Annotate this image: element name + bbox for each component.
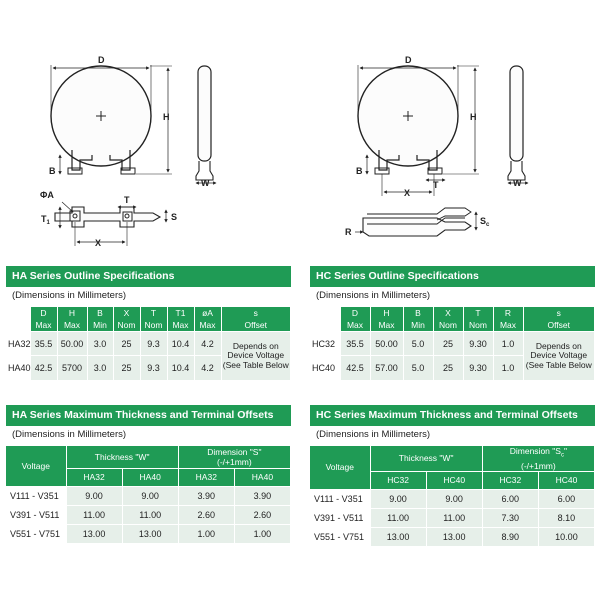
ha-thickness-head-row-1 bbox=[6, 446, 291, 468]
table-row bbox=[310, 527, 595, 546]
hc-dim-w: W bbox=[513, 178, 522, 188]
table-cell: 3.90 bbox=[178, 486, 234, 505]
table-cell: 10.4 bbox=[167, 332, 194, 356]
table-cell: 4.2 bbox=[194, 356, 221, 380]
ha-dim-w: W bbox=[201, 178, 210, 188]
table-cell: 1.0 bbox=[493, 356, 523, 380]
table-cell: 9.30 bbox=[463, 332, 493, 356]
table-cell: 3.90 bbox=[234, 486, 290, 505]
ha-thickness-title: HA Series Maximum Thickness and Terminal Offsets bbox=[6, 405, 291, 426]
table-cell: 13.00 bbox=[426, 527, 482, 546]
header-cell: øA bbox=[194, 307, 221, 319]
header-cell: s bbox=[221, 307, 291, 319]
ha-thickness-panel bbox=[6, 405, 291, 543]
ha-thickness-table bbox=[6, 446, 291, 543]
table-cell: 57.00 bbox=[370, 356, 403, 380]
table-cell: 25 bbox=[433, 332, 463, 356]
row-label: V551 - V751 bbox=[6, 524, 66, 543]
hc-thickness-title: HC Series Maximum Thickness and Terminal Offsets bbox=[310, 405, 595, 426]
thickness-w-header: Thickness "W" bbox=[66, 446, 178, 468]
row-label: V551 - V751 bbox=[310, 527, 370, 546]
row-label: HA32 bbox=[6, 332, 30, 356]
header-cell: HA40 bbox=[234, 468, 290, 486]
hc-outline-subtitle: (Dimensions in Millimeters) bbox=[316, 290, 431, 301]
hc-outline-head-row-2 bbox=[310, 319, 595, 332]
table-cell: 5.0 bbox=[403, 332, 433, 356]
table-cell: 25 bbox=[113, 332, 140, 356]
ha-outline-title: HA Series Outline Specifications bbox=[6, 266, 291, 287]
header-cell: H bbox=[370, 307, 403, 319]
header-cell: Nom bbox=[433, 319, 463, 332]
hc-thickness-subtitle: (Dimensions in Millimeters) bbox=[316, 429, 431, 440]
ha-outline-table bbox=[6, 307, 291, 380]
row-label: HA40 bbox=[6, 356, 30, 380]
header-cell: Max bbox=[57, 319, 87, 332]
row-label: HC40 bbox=[310, 356, 340, 380]
table-cell: 9.30 bbox=[463, 356, 493, 380]
table-cell: 9.00 bbox=[122, 486, 178, 505]
table-cell: 42.5 bbox=[340, 356, 370, 380]
header-cell: HC32 bbox=[482, 471, 538, 489]
dimension-s-header: Dimension "S" (-/+1mm) bbox=[178, 446, 290, 468]
header-cell: Max bbox=[493, 319, 523, 332]
ha-dim-phi-a: ΦA bbox=[40, 190, 54, 200]
header-cell: D bbox=[340, 307, 370, 319]
table-cell: 8.10 bbox=[538, 508, 594, 527]
hc-dim-x: X bbox=[404, 188, 411, 198]
table-cell: 5.0 bbox=[403, 356, 433, 380]
table-cell: 2.60 bbox=[178, 505, 234, 524]
table-cell: 1.00 bbox=[234, 524, 290, 543]
header-cell: T bbox=[140, 307, 167, 319]
header-cell: Min bbox=[403, 319, 433, 332]
header-cell: HA32 bbox=[178, 468, 234, 486]
table-cell: 2.60 bbox=[234, 505, 290, 524]
header-cell: T1 bbox=[167, 307, 194, 319]
table-cell: 25 bbox=[433, 356, 463, 380]
table-cell: 9.3 bbox=[140, 332, 167, 356]
table-cell: 1.00 bbox=[178, 524, 234, 543]
ha-outline-head-row-2 bbox=[6, 319, 291, 332]
table-row bbox=[6, 505, 291, 524]
header-cell: Nom bbox=[113, 319, 140, 332]
voltage-header: Voltage bbox=[310, 446, 370, 489]
table-cell: 50.00 bbox=[370, 332, 403, 356]
table-cell: 10.4 bbox=[167, 356, 194, 380]
hc-outline-drawing bbox=[305, 0, 600, 255]
header-cell: Min bbox=[87, 319, 113, 332]
header-cell: Nom bbox=[463, 319, 493, 332]
row-label: HC32 bbox=[310, 332, 340, 356]
table-cell: 9.00 bbox=[370, 489, 426, 508]
header-cell: HC40 bbox=[538, 471, 594, 489]
header-cell: Nom bbox=[140, 319, 167, 332]
table-cell: 13.00 bbox=[122, 524, 178, 543]
hc-dim-b: B bbox=[356, 166, 363, 176]
hc-dim-h: H bbox=[470, 112, 477, 122]
hc-side-profile bbox=[510, 66, 523, 161]
table-cell: 3.0 bbox=[87, 332, 113, 356]
dimension-sc-header: Dimension "$S_c$" (-/+1mm) bbox=[482, 446, 594, 471]
header-cell: B bbox=[403, 307, 433, 319]
row-label: V391 - V511 bbox=[6, 505, 66, 524]
row-label: V391 - V511 bbox=[310, 508, 370, 527]
table-row bbox=[310, 508, 595, 527]
table-row bbox=[6, 524, 291, 543]
table-cell: 13.00 bbox=[66, 524, 122, 543]
offset-note: Depends on Device Voltage (See Table Below bbox=[523, 332, 595, 380]
ha-outline-drawing bbox=[0, 0, 300, 255]
header-cell: B bbox=[87, 307, 113, 319]
ha-dim-b: B bbox=[49, 166, 56, 176]
hc-dim-r: R bbox=[345, 227, 352, 237]
hc-dim-t: T bbox=[433, 180, 439, 190]
header-cell: D bbox=[30, 307, 57, 319]
header-cell: X bbox=[433, 307, 463, 319]
hc-outline-panel bbox=[310, 266, 595, 380]
table-cell: 6.00 bbox=[482, 489, 538, 508]
row-label: V111 - V351 bbox=[310, 489, 370, 508]
header-cell: Max bbox=[167, 319, 194, 332]
table-cell: 11.00 bbox=[66, 505, 122, 524]
header-cell: HC32 bbox=[370, 471, 426, 489]
table-cell: 8.90 bbox=[482, 527, 538, 546]
table-cell: 3.0 bbox=[87, 356, 113, 380]
hc-outline-table bbox=[310, 307, 595, 380]
row-label: V111 - V351 bbox=[6, 486, 66, 505]
header-cell: Max bbox=[370, 319, 403, 332]
table-cell: 7.30 bbox=[482, 508, 538, 527]
header-cell: Max bbox=[30, 319, 57, 332]
header-cell: HC40 bbox=[426, 471, 482, 489]
ha-dim-s: S bbox=[171, 212, 178, 222]
table-cell: 42.5 bbox=[30, 356, 57, 380]
table-cell: 35.5 bbox=[30, 332, 57, 356]
header-cell: Offset bbox=[221, 319, 291, 332]
header-cell: HA32 bbox=[66, 468, 122, 486]
table-cell: 25 bbox=[113, 356, 140, 380]
ha-dim-x: X bbox=[95, 238, 102, 248]
table-cell: 11.00 bbox=[426, 508, 482, 527]
table-cell: 13.00 bbox=[370, 527, 426, 546]
hc-dim-sc: $S_c$ bbox=[480, 216, 490, 228]
header-cell: T bbox=[463, 307, 493, 319]
hc-dim-d: D bbox=[405, 55, 412, 65]
hc-thickness-head-row-1 bbox=[310, 446, 595, 471]
hc-outline-title: HC Series Outline Specifications bbox=[310, 266, 595, 287]
hc-thickness-table bbox=[310, 446, 595, 546]
hc-outline-head-row-1 bbox=[310, 307, 595, 319]
ha-outline-subtitle: (Dimensions in Millimeters) bbox=[12, 290, 127, 301]
header-cell: Offset bbox=[523, 319, 595, 332]
header-cell: HA40 bbox=[122, 468, 178, 486]
voltage-header: Voltage bbox=[6, 446, 66, 486]
header-cell: s bbox=[523, 307, 595, 319]
thickness-w-header: Thickness "W" bbox=[370, 446, 482, 471]
table-cell: 50.00 bbox=[57, 332, 87, 356]
table-cell: 11.00 bbox=[370, 508, 426, 527]
table-cell: 9.00 bbox=[66, 486, 122, 505]
table-cell: 4.2 bbox=[194, 332, 221, 356]
ha-outline-panel bbox=[6, 266, 291, 380]
table-cell: 6.00 bbox=[538, 489, 594, 508]
ha-dim-h: H bbox=[163, 112, 170, 122]
ha-outline-head-row-1 bbox=[6, 307, 291, 319]
table-cell: 1.0 bbox=[493, 332, 523, 356]
header-cell: R bbox=[493, 307, 523, 319]
table-cell: 9.3 bbox=[140, 356, 167, 380]
table-cell: 9.00 bbox=[426, 489, 482, 508]
table-row bbox=[6, 486, 291, 505]
hc-thickness-panel bbox=[310, 405, 595, 546]
header-cell: Max bbox=[194, 319, 221, 332]
header-cell: Max bbox=[340, 319, 370, 332]
hc-lead-bottom-view bbox=[363, 218, 471, 236]
offset-note: Depends on Device Voltage (See Table Below bbox=[221, 332, 291, 380]
header-cell: H bbox=[57, 307, 87, 319]
ha-dim-d: D bbox=[98, 55, 105, 65]
table-cell: 10.00 bbox=[538, 527, 594, 546]
table-row bbox=[310, 332, 595, 356]
table-cell: 11.00 bbox=[122, 505, 178, 524]
ha-side-profile bbox=[198, 66, 211, 161]
table-cell: 5700 bbox=[57, 356, 87, 380]
ha-thickness-subtitle: (Dimensions in Millimeters) bbox=[12, 429, 127, 440]
ha-dim-t1: $T_1$ bbox=[41, 214, 50, 226]
table-row bbox=[6, 332, 291, 356]
table-row bbox=[310, 489, 595, 508]
table-cell: 35.5 bbox=[340, 332, 370, 356]
ha-dim-t: T bbox=[124, 195, 130, 205]
header-cell: X bbox=[113, 307, 140, 319]
